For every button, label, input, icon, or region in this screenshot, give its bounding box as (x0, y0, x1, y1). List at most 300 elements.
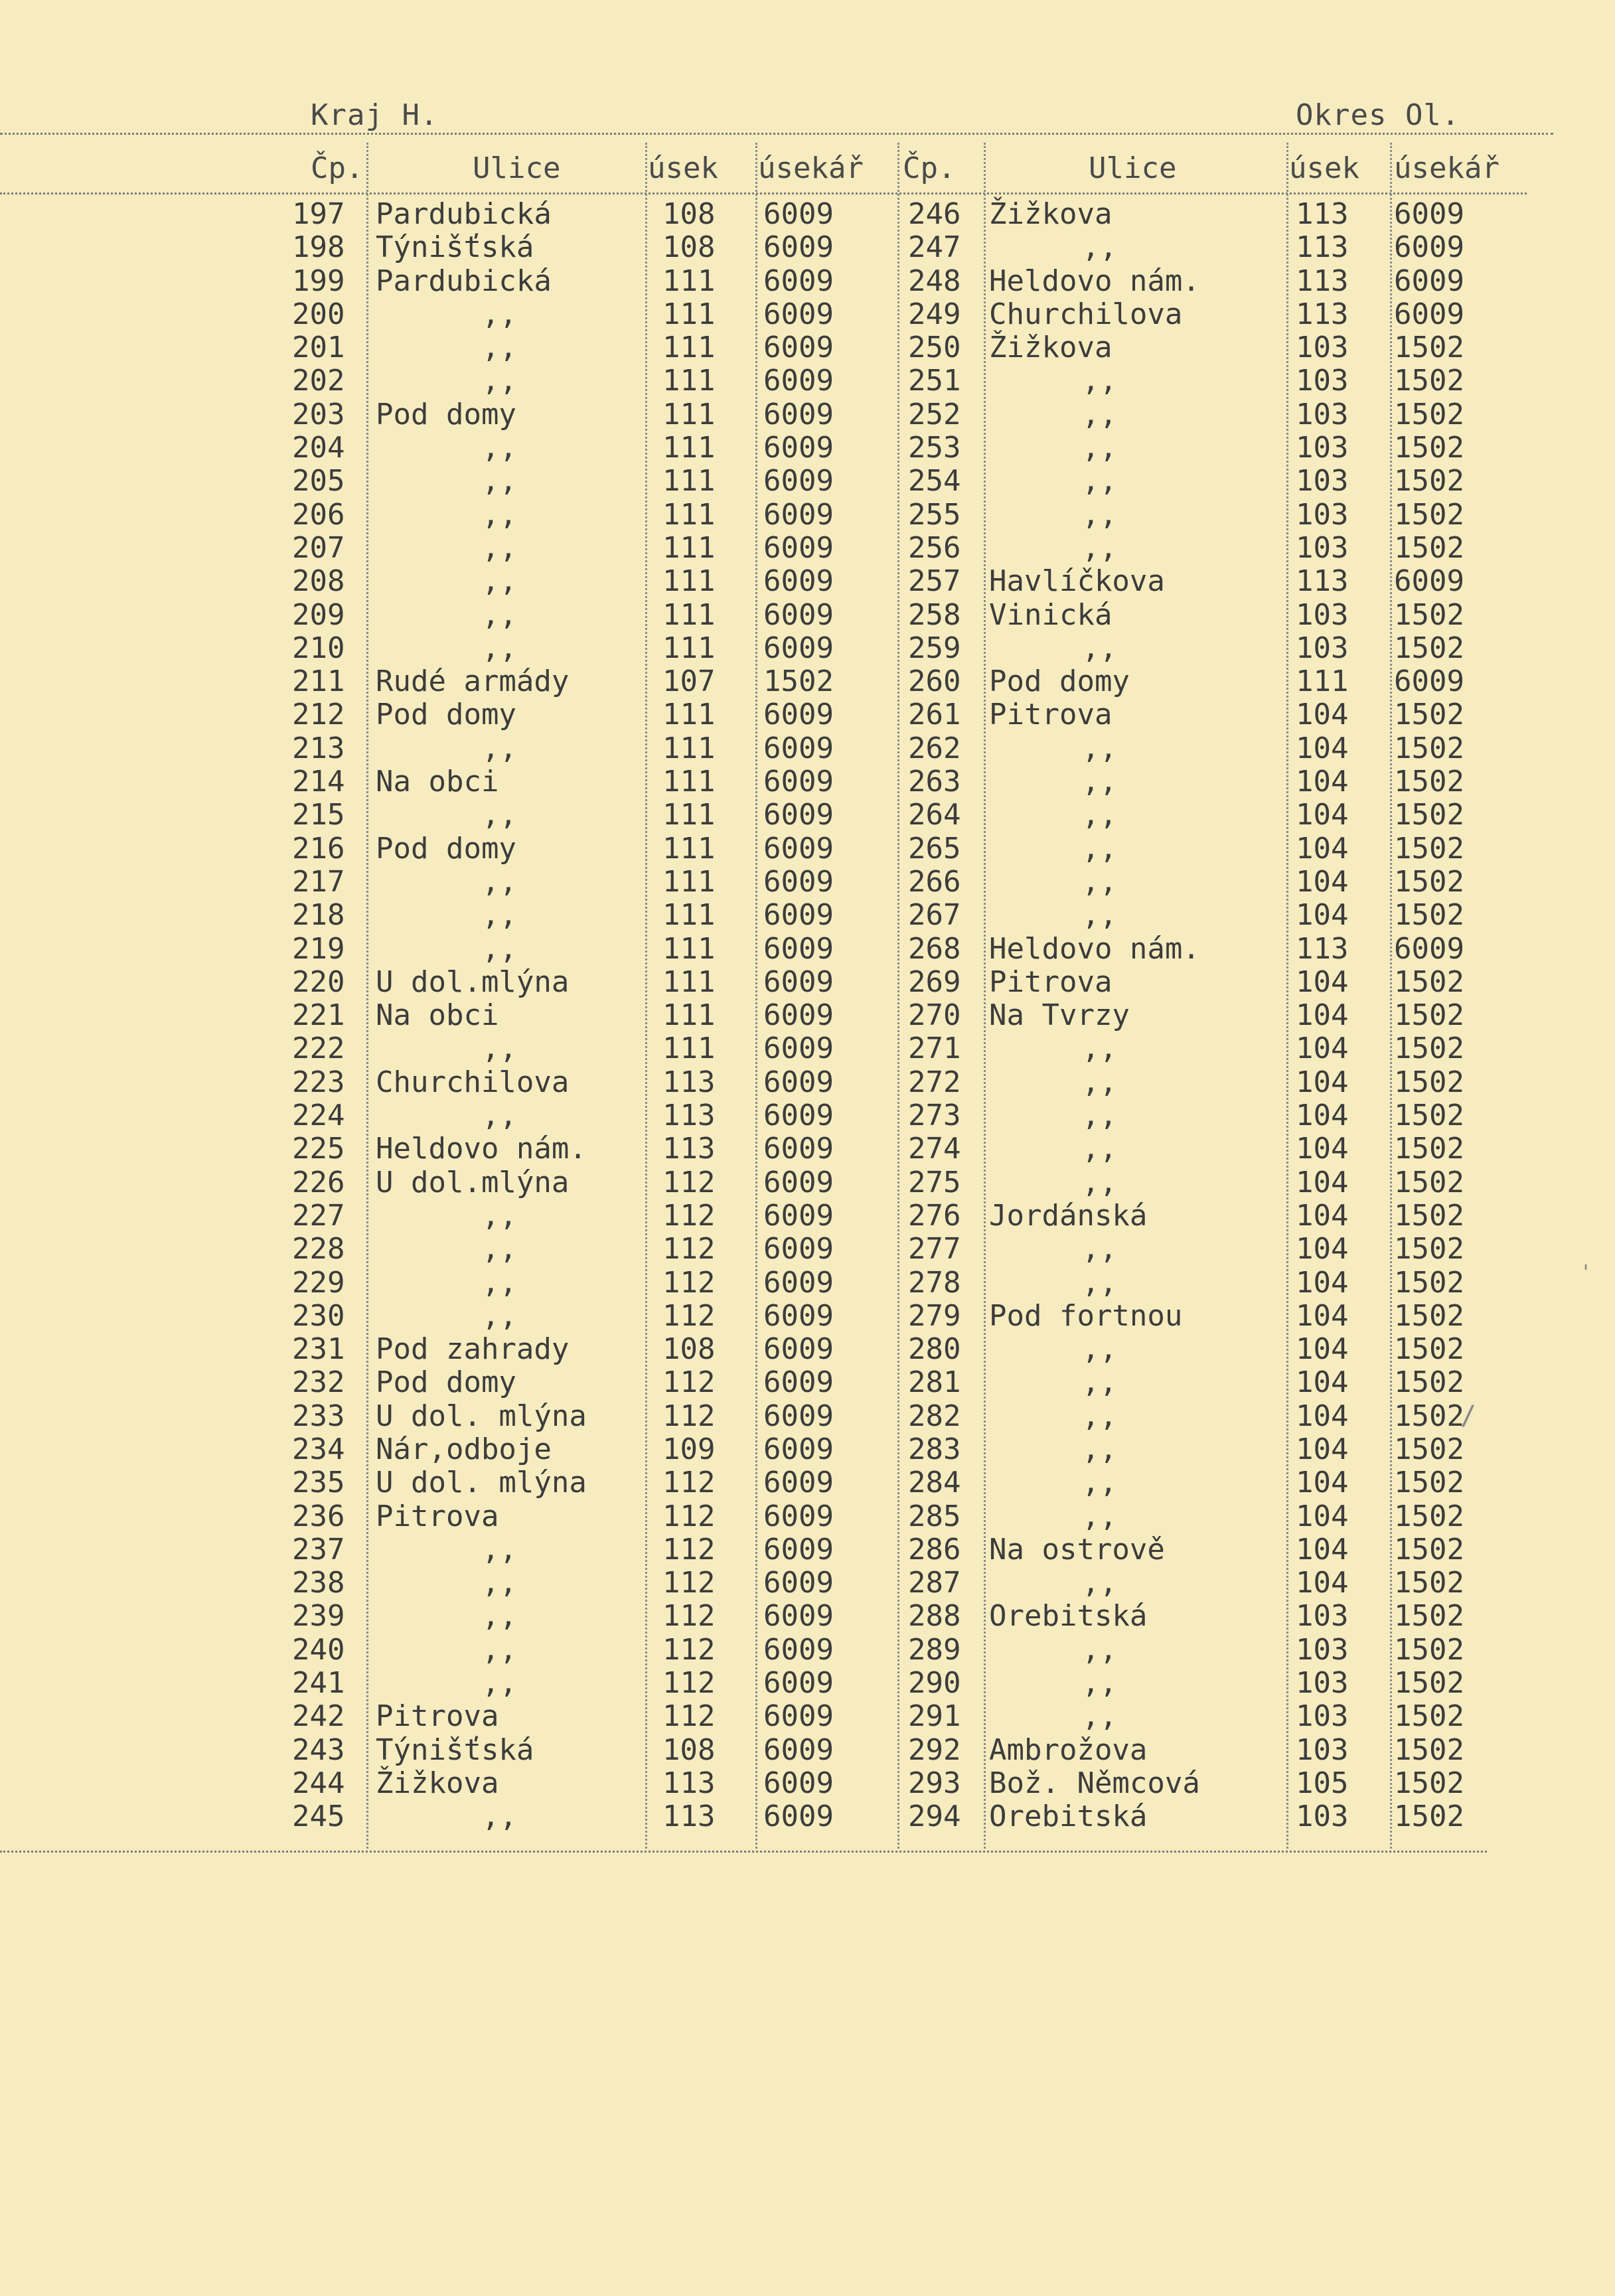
cell-usek: 105 (1296, 1766, 1349, 1800)
cell-usekar: 6009 (763, 1032, 834, 1066)
cell-usekar: 1502 (1394, 1265, 1464, 1300)
col-header-usek: úsek (648, 151, 718, 185)
cell-op: 265 (908, 831, 961, 866)
cell-ulice: ,, (482, 864, 517, 899)
cell-ulice: ,, (482, 297, 517, 331)
table-row (0, 1132, 889, 1166)
table-row (889, 1667, 1615, 1700)
cell-ulice: ,, (482, 331, 517, 365)
cell-usekar: 1502 (1394, 397, 1464, 431)
cell-op: 288 (908, 1599, 961, 1634)
cell-usek: 103 (1296, 1599, 1349, 1634)
table-row (889, 398, 1615, 431)
cell-usekar: 6009 (763, 831, 834, 866)
cell-ulice: ,, (1082, 898, 1117, 933)
cell-usek: 103 (1296, 597, 1349, 632)
cell-ulice: ,, (482, 364, 517, 398)
cell-op: 240 (292, 1632, 345, 1667)
col-header-op: Čp. (903, 151, 956, 185)
cell-usekar: 1502 (1394, 1399, 1464, 1433)
cell-usek: 104 (1296, 1165, 1349, 1199)
cell-ulice: ,, (482, 1099, 517, 1133)
cell-usekar: 6009 (763, 1799, 834, 1834)
table-row (889, 832, 1615, 866)
table-row (0, 1166, 889, 1199)
cell-usek: 111 (662, 931, 716, 966)
cell-op: 236 (292, 1499, 345, 1533)
col-header-usekar: úsekář (1394, 151, 1500, 185)
cell-usek: 109 (662, 1432, 716, 1466)
table-row (889, 599, 1615, 632)
cell-op: 251 (908, 364, 961, 398)
table-row (889, 732, 1615, 765)
table-row (889, 866, 1615, 899)
cell-op: 279 (908, 1298, 961, 1333)
cell-ulice: Nár,odboje (376, 1432, 552, 1466)
table-row (889, 1032, 1615, 1065)
cell-usekar: 6009 (763, 898, 834, 933)
table-row (889, 1099, 1615, 1132)
cell-ulice: Heldovo nám. (989, 264, 1200, 298)
table-row (0, 1433, 889, 1466)
cell-usek: 112 (662, 1298, 716, 1333)
cell-op: 268 (908, 931, 961, 966)
cell-usek: 111 (662, 264, 716, 298)
cell-usek: 111 (662, 530, 716, 565)
cell-ulice: ,, (1082, 230, 1117, 265)
cell-usek: 104 (1296, 1032, 1349, 1066)
header-rule (0, 192, 1527, 194)
cell-ulice: Pitrova (989, 964, 1113, 999)
cell-usekar: 1502 (1394, 798, 1464, 832)
cell-ulice: ,, (482, 798, 517, 832)
cell-usek: 112 (662, 1198, 716, 1233)
table-row (0, 866, 889, 899)
cell-usek: 104 (1296, 731, 1349, 765)
cell-usekar: 6009 (763, 631, 834, 665)
table-row (0, 465, 889, 498)
cell-ulice: Na obci (376, 765, 499, 799)
region-label: Kraj H. (311, 98, 439, 132)
table-row (889, 1767, 1615, 1800)
cell-ulice: Orebitská (989, 1599, 1148, 1634)
table-row (889, 1066, 1615, 1099)
cell-usekar: 6009 (763, 1132, 834, 1166)
cell-op: 248 (908, 264, 961, 298)
cell-usekar: 6009 (763, 1065, 834, 1099)
table-row (889, 465, 1615, 498)
cell-usek: 103 (1296, 1666, 1349, 1701)
cell-usek: 112 (662, 1365, 716, 1400)
table-row (889, 565, 1615, 598)
cell-usek: 111 (662, 597, 716, 632)
table-row (889, 1700, 1615, 1733)
table-row (889, 799, 1615, 832)
table-row (0, 1099, 889, 1132)
cell-op: 216 (292, 831, 345, 866)
cell-usekar: 1502 (1394, 631, 1464, 665)
table-row (0, 1567, 889, 1600)
cell-usekar: 1502 (1394, 998, 1464, 1033)
cell-usekar: 1502 (1394, 1332, 1464, 1367)
cell-usek: 103 (1296, 530, 1349, 565)
cell-op: 237 (292, 1532, 345, 1567)
cell-op: 220 (292, 964, 345, 999)
cell-ulice: Žižkova (989, 197, 1113, 231)
table-row (889, 532, 1615, 565)
table-row (0, 599, 889, 632)
cell-usek: 104 (1296, 964, 1349, 999)
cell-usekar: 1502 (1394, 464, 1464, 498)
cell-usekar: 6009 (763, 331, 834, 365)
cell-usekar: 1502 (1394, 1099, 1464, 1133)
cell-usek: 113 (1296, 197, 1349, 231)
cell-usekar: 6009 (763, 1699, 834, 1734)
cell-usek: 113 (1296, 564, 1349, 599)
cell-usek: 111 (662, 864, 716, 899)
cell-ulice: ,, (1082, 364, 1117, 398)
cell-op: 218 (292, 898, 345, 933)
cell-usek: 104 (1296, 1399, 1349, 1433)
cell-ulice: Churchilova (376, 1065, 570, 1099)
cell-usek: 104 (1296, 1566, 1349, 1600)
margin-mark: ' (1580, 1261, 1592, 1284)
cell-usek: 111 (662, 765, 716, 799)
cell-ulice: ,, (482, 1265, 517, 1300)
cell-usekar: 1502 (1394, 1732, 1464, 1767)
cell-ulice: Orebitská (989, 1799, 1148, 1834)
cell-usek: 103 (1296, 1699, 1349, 1734)
cell-ulice: ,, (482, 1566, 517, 1600)
cell-ulice: Ambrožova (989, 1732, 1148, 1767)
cell-op: 259 (908, 631, 961, 665)
cell-op: 257 (908, 564, 961, 599)
cell-usekar: 6009 (763, 1165, 834, 1199)
cell-ulice: Jordánská (989, 1198, 1148, 1233)
cell-usekar: 1502 (1394, 530, 1464, 565)
cell-op: 244 (292, 1766, 345, 1800)
cell-op: 233 (292, 1399, 345, 1433)
table-row (0, 364, 889, 398)
cell-usekar: 6009 (763, 564, 834, 599)
cell-usek: 112 (662, 1232, 716, 1266)
margin-mark: / (1460, 1401, 1477, 1431)
cell-usekar: 6009 (763, 530, 834, 565)
cell-usek: 113 (662, 1065, 716, 1099)
table-row (0, 1300, 889, 1333)
cell-usek: 104 (1296, 1332, 1349, 1367)
cell-usekar: 6009 (763, 731, 834, 765)
cell-usek: 108 (662, 1732, 716, 1767)
cell-usekar: 6009 (763, 364, 834, 398)
cell-ulice: ,, (1082, 765, 1117, 799)
cell-usek: 103 (1296, 631, 1349, 665)
col-header-usekar: úsekář (758, 151, 864, 185)
cell-op: 229 (292, 1265, 345, 1300)
cell-usek: 112 (662, 1599, 716, 1634)
cell-ulice: ,, (482, 1032, 517, 1066)
cell-usek: 104 (1296, 1132, 1349, 1166)
cell-op: 206 (292, 497, 345, 532)
cell-op: 287 (908, 1566, 961, 1600)
cell-usekar: 6009 (763, 1766, 834, 1800)
cell-ulice: U dol. mlýna (376, 1466, 587, 1500)
cell-usekar: 6009 (763, 1432, 834, 1466)
cell-ulice: Churchilova (989, 297, 1183, 331)
cell-ulice: Pod domy (376, 698, 516, 732)
cell-op: 292 (908, 1732, 961, 1767)
table-row (889, 1600, 1615, 1633)
cell-usekar: 6009 (763, 1198, 834, 1233)
cell-usekar: 6009 (763, 431, 834, 465)
cell-usekar: 6009 (763, 1265, 834, 1300)
cell-usek: 104 (1296, 898, 1349, 933)
cell-op: 207 (292, 530, 345, 565)
cell-op: 225 (292, 1132, 345, 1166)
table-row (0, 298, 889, 331)
cell-ulice: ,, (482, 464, 517, 498)
cell-op: 282 (908, 1399, 961, 1433)
cell-ulice: ,, (1082, 1666, 1117, 1701)
cell-op: 208 (292, 564, 345, 599)
table-row (889, 1533, 1615, 1567)
cell-usekar: 1502 (1394, 864, 1464, 899)
cell-ulice: ,, (482, 1666, 517, 1701)
cell-usek: 111 (662, 431, 716, 465)
cell-op: 199 (292, 264, 345, 298)
cell-op: 228 (292, 1232, 345, 1266)
cell-usekar: 6009 (763, 964, 834, 999)
table-row (889, 198, 1615, 231)
cell-usek: 113 (662, 1132, 716, 1166)
cell-usek: 111 (662, 998, 716, 1033)
table-row (0, 632, 889, 665)
cell-usekar: 6009 (763, 1499, 834, 1533)
cell-usek: 111 (662, 698, 716, 732)
table-row (889, 632, 1615, 665)
cell-usek: 104 (1296, 1466, 1349, 1500)
cell-op: 289 (908, 1632, 961, 1667)
table-row (0, 832, 889, 866)
table-row (889, 498, 1615, 532)
cell-op: 262 (908, 731, 961, 765)
cell-usek: 103 (1296, 431, 1349, 465)
table-row (0, 1767, 889, 1800)
cell-ulice: ,, (1082, 1032, 1117, 1066)
cell-op: 239 (292, 1599, 345, 1634)
cell-ulice: ,, (482, 1198, 517, 1233)
table-row (0, 532, 889, 565)
cell-usekar: 6009 (763, 264, 834, 298)
cell-op: 285 (908, 1499, 961, 1533)
cell-ulice: ,, (1082, 530, 1117, 565)
table-row (889, 265, 1615, 298)
table-row (889, 1300, 1615, 1333)
cell-usekar: 6009 (763, 397, 834, 431)
table-row (0, 1266, 889, 1300)
cell-usek: 112 (662, 1399, 716, 1433)
cell-ulice: Týnišťská (376, 1732, 534, 1767)
cell-ulice: U dol. mlýna (376, 1399, 587, 1433)
cell-op: 267 (908, 898, 961, 933)
col-header-ulice: Ulice (1089, 151, 1177, 185)
table-row (889, 1166, 1615, 1199)
cell-usekar: 6009 (763, 1599, 834, 1634)
cell-op: 249 (908, 297, 961, 331)
cell-usek: 104 (1296, 798, 1349, 832)
cell-ulice: ,, (482, 597, 517, 632)
cell-usekar: 1502 (1394, 1466, 1464, 1500)
cell-ulice: Pitrova (989, 698, 1113, 732)
cell-usekar: 6009 (763, 1099, 834, 1133)
cell-usekar: 6009 (1394, 264, 1464, 298)
table-row (0, 1400, 889, 1433)
table-row (0, 966, 889, 999)
cell-usekar: 1502 (1394, 1198, 1464, 1233)
cell-ulice: U dol.mlýna (376, 964, 570, 999)
cell-usek: 113 (1296, 931, 1349, 966)
table-row (889, 933, 1615, 966)
cell-ulice: ,, (1082, 1466, 1117, 1500)
cell-ulice: ,, (1082, 1699, 1117, 1734)
cell-usek: 113 (662, 1099, 716, 1133)
cell-op: 243 (292, 1732, 345, 1767)
table-row (0, 1233, 889, 1266)
cell-usekar: 1502 (1394, 497, 1464, 532)
cell-usekar: 1502 (1394, 1799, 1464, 1834)
table-row (0, 732, 889, 765)
cell-ulice: ,, (1082, 1499, 1117, 1533)
cell-usek: 112 (662, 1566, 716, 1600)
cell-ulice: ,, (1082, 864, 1117, 899)
cell-op: 274 (908, 1132, 961, 1166)
cell-usek: 104 (1296, 1499, 1349, 1533)
table-row (0, 665, 889, 698)
cell-op: 253 (908, 431, 961, 465)
cell-ulice: ,, (482, 1632, 517, 1667)
cell-op: 245 (292, 1799, 345, 1834)
cell-ulice: ,, (1082, 798, 1117, 832)
cell-ulice: Žižkova (989, 331, 1113, 365)
cell-usek: 112 (662, 1499, 716, 1533)
table-row (0, 765, 889, 799)
cell-op: 281 (908, 1365, 961, 1400)
table-row (0, 1333, 889, 1366)
table-row (889, 966, 1615, 999)
cell-ulice: Havlíčkova (989, 564, 1165, 599)
cell-usekar: 1502 (1394, 731, 1464, 765)
cell-op: 283 (908, 1432, 961, 1466)
cell-ulice: ,, (1082, 1165, 1117, 1199)
cell-usekar: 6009 (763, 765, 834, 799)
cell-usek: 112 (662, 1699, 716, 1734)
cell-op: 291 (908, 1699, 961, 1734)
cell-op: 201 (292, 331, 345, 365)
cell-usek: 103 (1296, 397, 1349, 431)
cell-ulice: ,, (482, 1532, 517, 1567)
cell-ulice: Vinická (989, 597, 1113, 632)
cell-op: 198 (292, 230, 345, 265)
table-row (0, 1500, 889, 1533)
cell-op: 266 (908, 864, 961, 899)
cell-usekar: 1502 (1394, 1566, 1464, 1600)
cell-op: 197 (292, 197, 345, 231)
cell-usek: 104 (1296, 1198, 1349, 1233)
cell-ulice: Pod domy (376, 1365, 516, 1400)
cell-usekar: 1502 (1394, 1032, 1464, 1066)
cell-usekar: 1502 (1394, 1499, 1464, 1533)
table-row (889, 1199, 1615, 1233)
cell-usekar: 6009 (763, 597, 834, 632)
cell-op: 255 (908, 497, 961, 532)
cell-usek: 104 (1296, 1065, 1349, 1099)
cell-ulice: ,, (1082, 631, 1117, 665)
table-row (0, 1466, 889, 1499)
cell-ulice: ,, (482, 931, 517, 966)
cell-usekar: 6009 (763, 464, 834, 498)
cell-op: 293 (908, 1766, 961, 1800)
cell-usekar: 6009 (1394, 664, 1464, 699)
cell-usekar: 6009 (763, 1365, 834, 1400)
cell-op: 222 (292, 1032, 345, 1066)
cell-usekar: 1502 (1394, 1599, 1464, 1634)
cell-usek: 112 (662, 1165, 716, 1199)
cell-ulice: Týnišťská (376, 230, 534, 265)
cell-op: 272 (908, 1065, 961, 1099)
cell-op: 223 (292, 1065, 345, 1099)
cell-usekar: 1502 (1394, 364, 1464, 398)
cell-usekar: 6009 (763, 864, 834, 899)
cell-op: 202 (292, 364, 345, 398)
cell-usekar: 6009 (763, 230, 834, 265)
cell-usekar: 1502 (1394, 1365, 1464, 1400)
cell-op: 204 (292, 431, 345, 465)
cell-usek: 104 (1296, 864, 1349, 899)
col-header-usek: úsek (1289, 151, 1359, 185)
cell-usek: 104 (1296, 831, 1349, 866)
cell-op: 290 (908, 1666, 961, 1701)
cell-ulice: ,, (482, 497, 517, 532)
cell-ulice: ,, (482, 564, 517, 599)
cell-usekar: 1502 (1394, 1232, 1464, 1266)
cell-usek: 103 (1296, 364, 1349, 398)
cell-usek: 104 (1296, 1432, 1349, 1466)
cell-usekar: 6009 (763, 497, 834, 532)
cell-usek: 113 (1296, 264, 1349, 298)
table-row (889, 1266, 1615, 1300)
table-row (0, 398, 889, 431)
cell-usekar: 1502 (1394, 765, 1464, 799)
cell-ulice: ,, (1082, 831, 1117, 866)
cell-ulice: ,, (1082, 464, 1117, 498)
cell-usekar: 6009 (1394, 230, 1464, 265)
cell-op: 258 (908, 597, 961, 632)
cell-op: 212 (292, 698, 345, 732)
cell-usek: 111 (662, 497, 716, 532)
table-row (0, 1032, 889, 1065)
cell-op: 278 (908, 1265, 961, 1300)
cell-op: 273 (908, 1099, 961, 1133)
cell-ulice: ,, (1082, 1566, 1117, 1600)
cell-usekar: 1502 (1394, 1432, 1464, 1466)
table-row (889, 1466, 1615, 1499)
table-row (0, 1700, 889, 1733)
cell-usek: 112 (662, 1466, 716, 1500)
cell-op: 217 (292, 864, 345, 899)
cell-op: 219 (292, 931, 345, 966)
cell-usek: 111 (662, 964, 716, 999)
cell-usek: 103 (1296, 1732, 1349, 1767)
